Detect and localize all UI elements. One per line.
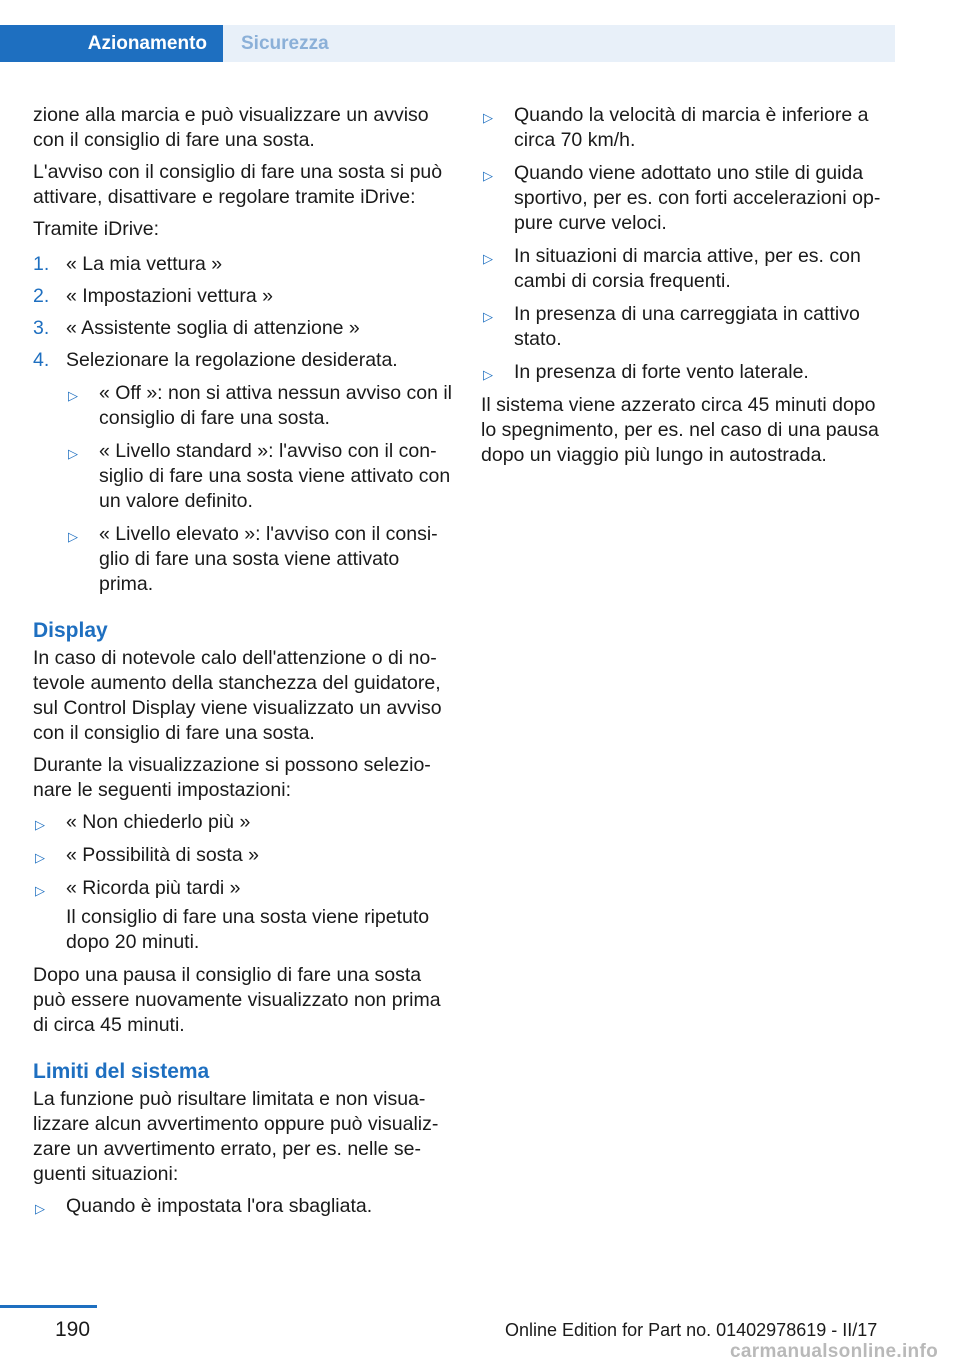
list-item: ▷ Quando è impostata l'ora sbagliata. [33,1194,453,1219]
left-column [33,103,453,1227]
watermark: carmanualsonline.info [730,1341,938,1362]
list-item: ▷ Quando la velocità di marcia è inferiore a circa 70 km/h. [483,104,869,151]
list-item: ▷ « Non chiederlo più » [33,810,453,835]
triangle-right-icon: ▷ [35,1201,45,1216]
triangle-right-icon: ▷ [483,309,493,324]
step-number: 1. [33,253,50,275]
edition-text: Online Edition for Part no. 01402978619 - II/17 [505,1320,878,1340]
paragraph: In caso di notevole calo dell'attenzione o di notevole aumento della stanchezza del guidatore, sul Control Display viene visualizzato un avviso con il consiglio di fare una sosta. [33,647,442,744]
step-text: « Impostazioni vettura » [66,285,274,307]
page-number: 190 [55,1318,91,1341]
paragraph: Dopo una pausa il consiglio di fare una sosta può essere nuovamente visualizzato non prima di circa 45 minuti. [33,964,441,1036]
step-number: 4. [33,349,50,371]
section-heading-display: Display [33,619,108,642]
list-item: ▷ In presenza di forte vento laterale. [481,360,896,385]
paragraph: La funzione può risultare limitata e non visualizzare alcun avvertimento oppure può visualizzare un avvertimento errato, per es. nelle seguenti situazioni: [33,1088,439,1185]
tab-sicurezza[interactable]: Sicurezza [223,25,895,62]
idrive-steps-list [33,252,453,597]
step-text: Selezionare la regolazione desiderata. [66,349,398,371]
triangle-right-icon: ▷ [35,817,45,832]
list-item [33,252,453,277]
triangle-right-icon: ▷ [35,883,45,898]
list-item [33,348,453,597]
step-text: « La mia vettura » [66,253,223,275]
triangle-right-icon: ▷ [68,446,78,461]
right-column [481,103,896,475]
footer-divider [0,1305,97,1308]
list-item: ▷ « Possibilità di sosta » [33,843,453,868]
list-item: ▷ « Off »: non si attiva nessun avviso con il consiglio di fare una sosta. [68,382,452,429]
list-item: ▷ Quando viene adottato uno stile di guida sportivo, per es. con forti accelerazioni oppure curve veloci. [483,162,881,234]
section-heading-limits: Limiti del sistema [33,1060,210,1083]
step-number: 2. [33,285,50,307]
list-item-continuation: Il consiglio di fare una sosta viene ripetuto dopo 20 minuti. [66,906,430,953]
limits-list [33,1194,453,1219]
list-item: ▷ « Livello elevato »: l'avviso con il consiglio di fare una sosta viene attivato prima. [68,523,438,595]
triangle-right-icon: ▷ [483,168,493,183]
step-text: « Assistente soglia di attenzione » [66,317,360,339]
list-item [33,284,453,309]
paragraph: Il sistema viene azzerato circa 45 minuti dopo lo spegnimento, per es. nel caso di una pausa dopo un viaggio più lungo in autostrada. [481,394,879,466]
triangle-right-icon: ▷ [483,251,493,266]
triangle-right-icon: ▷ [68,388,78,403]
paragraph: zione alla marcia e può visualizzare un avviso con il consiglio di fare una sosta. [33,104,429,151]
list-item: ▷ « Ricorda più tardi » Il consiglio di fare una sosta viene ripetuto dopo 20 minuti. [33,876,453,955]
triangle-right-icon: ▷ [35,850,45,865]
list-item: ▷ In presenza di una carreggiata in cattivo stato. [483,303,860,350]
list-item: ▷ In situazioni di marcia attive, per es. con cambi di corsia frequenti. [483,245,861,292]
paragraph: L'avviso con il consiglio di fare una sosta si può attivare, disattivare e regolare tramite iDrive: [33,161,443,208]
tab-azionamento[interactable]: Azionamento [0,25,223,62]
limits-list-continued [481,103,896,385]
paragraph: Durante la visualizzazione si possono selezionare le seguenti impostazioni: [33,754,431,801]
list-item [33,316,453,341]
header-tabs [0,25,895,62]
display-options-list [33,810,453,955]
options-list [66,381,453,597]
triangle-right-icon: ▷ [68,529,78,544]
list-item: ▷ « Livello standard »: l'avviso con il consiglio di fare una sosta viene attivato con un valore definito. [68,440,451,512]
triangle-right-icon: ▷ [483,367,493,382]
triangle-right-icon: ▷ [483,110,493,125]
paragraph: Tramite iDrive: [33,218,160,240]
step-number: 3. [33,317,50,339]
